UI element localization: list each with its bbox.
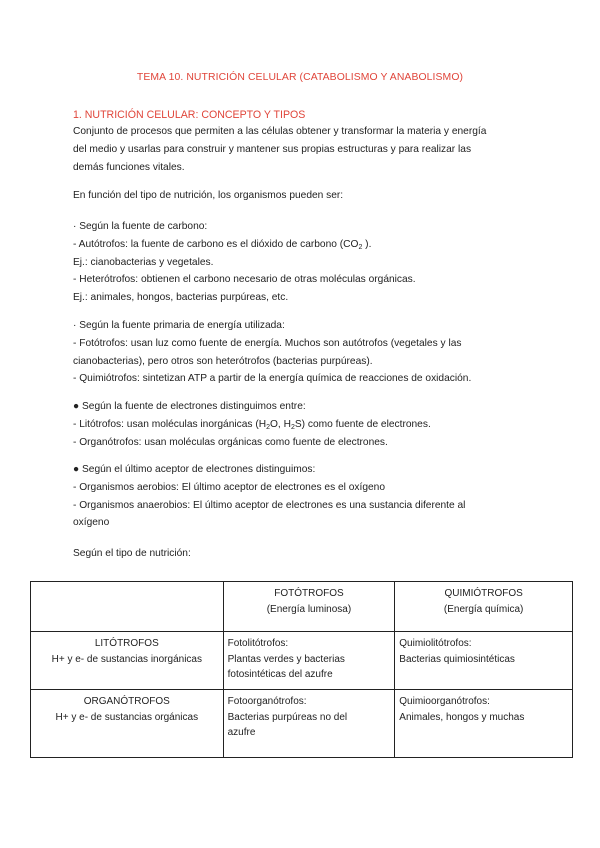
row-header-organotrofos: [31, 690, 224, 758]
row-title: ORGANÓTROFOS: [83, 696, 170, 707]
carbon-heading: · Según la fuente de carbono:: [73, 221, 208, 232]
row-subtitle: H+ y e- de sustancias inorgánicas: [51, 653, 202, 665]
h2o-subscript: 2: [266, 423, 270, 431]
litotrofos-line: [73, 416, 533, 434]
energy-heading: · Según la fuente primaria de energía utilizada:: [73, 320, 285, 331]
example-line: Ej.: animales, hongos, bacterias purpúreas, etc.: [73, 292, 289, 304]
document-title: TEMA 10. NUTRICIÓN CELULAR (CATABOLISMO Y ANABOLISMO): [136, 72, 464, 83]
section-heading: 1. NUTRICIÓN CELULAR: CONCEPTO Y TIPOS: [73, 109, 306, 121]
table-header-row: [31, 582, 573, 632]
anaerobios-line: oxígeno: [73, 517, 110, 529]
lead-paragraph: [73, 187, 533, 205]
table-lead: Según el tipo de nutrición:: [73, 548, 191, 559]
aerobios-line: - Organismos aerobios: El último aceptor de electrones es el oxígeno: [73, 481, 386, 493]
heterotrofos-line: - Heterótrofos: obtienen el carbono necesario de otras moléculas orgánicas.: [73, 274, 416, 286]
cell-fotoorganotrofos: [223, 690, 395, 758]
co2-subscript: 2: [358, 243, 363, 251]
autotrofos-close: ).: [362, 238, 372, 250]
cell-quimioorganotrofos: [395, 690, 573, 758]
cell-line: Plantas verdes y bacterias: [227, 653, 345, 665]
fototrofos-line: cianobacterias), pero otros son heterótrofos (bacterias purpúreas).: [73, 355, 373, 367]
table-row: [31, 690, 573, 758]
header-subtitle: (Energía química): [443, 603, 524, 615]
empty-corner-cell: [31, 582, 224, 632]
row-header-litotrofos: [31, 632, 224, 690]
litotrofos-mid: O, H: [270, 418, 291, 430]
anaerobios-line: - Organismos anaerobios: El último aceptor de electrones es una sustancia diferente al: [73, 499, 466, 511]
cell-line: Animales, hongos y muchas: [399, 711, 525, 723]
litotrofos-end: S) como fuente de electrones.: [294, 418, 431, 430]
row-title: LITÓTROFOS: [94, 638, 159, 649]
intro-paragraph: [73, 123, 533, 176]
energy-block: [73, 317, 533, 388]
nutrition-table: [30, 581, 573, 758]
cell-line: Bacterias quimiosintéticas: [399, 653, 515, 665]
autotrofos-line: [73, 236, 533, 254]
autotrofos-text: - Autótrofos: la fuente de carbono es el dióxido de carbono (CO: [73, 238, 359, 250]
litotrofos-text: - Litótrofos: usan moléculas inorgánicas (H: [73, 418, 267, 430]
header-quimiotrofos: [395, 582, 573, 632]
header-title: FOTÓTROFOS: [274, 588, 344, 599]
organotrofos-line: - Organótrofos: usan moléculas orgánicas como fuente de electrones.: [73, 436, 388, 448]
cell-line: fotosintéticas del azufre: [227, 669, 333, 680]
header-fototrofos: [223, 582, 395, 632]
carbon-block: [73, 218, 533, 307]
header-subtitle: (Energía luminosa): [266, 603, 352, 615]
cell-line: Quimioorganótrofos:: [399, 696, 490, 707]
row-subtitle: H+ y e- de sustancias orgánicas: [55, 711, 199, 723]
intro-line: Conjunto de procesos que permiten a las células obtener y transformar la materia y energía: [73, 126, 487, 137]
table-row: [31, 632, 573, 690]
cell-quimiolitotrofos: [395, 632, 573, 690]
electrons-heading: ● Según la fuente de electrones distinguimos entre:: [73, 401, 306, 412]
cell-line: Quimiolitótrofos:: [399, 638, 472, 649]
example-line: Ej.: cianobacterias y vegetales.: [73, 256, 214, 268]
cell-fotolitotrofos: [223, 632, 395, 690]
quimiotrofos-line: - Quimiótrofos: sintetizan ATP a partir de la energía química de reacciones de oxidación.: [73, 373, 472, 385]
electrons-block: [73, 398, 533, 451]
cell-line: Bacterias purpúreas no del: [227, 711, 348, 723]
fototrofos-line: - Fotótrofos: usan luz como fuente de energía. Muchos son autótrofos (vegetales y las: [73, 337, 462, 349]
h2s-subscript: 2: [290, 423, 295, 431]
cell-line: Fotolitótrofos:: [227, 638, 289, 649]
table-lead-paragraph: [73, 545, 533, 563]
cell-line: azufre: [227, 727, 256, 738]
cell-line: Fotoorganótrofos:: [227, 696, 307, 707]
intro-line: del medio y usarlas para construir y mantener sus propias estructuras y para realizar las: [73, 143, 472, 155]
lead-text: En función del tipo de nutrición, los organismos pueden ser:: [73, 190, 344, 201]
acceptor-block: [73, 461, 533, 532]
acceptor-heading: ● Según el último aceptor de electrones distinguimos:: [73, 464, 316, 475]
intro-line: demás funciones vitales.: [73, 161, 185, 173]
header-title: QUIMIÓTROFOS: [444, 588, 523, 599]
